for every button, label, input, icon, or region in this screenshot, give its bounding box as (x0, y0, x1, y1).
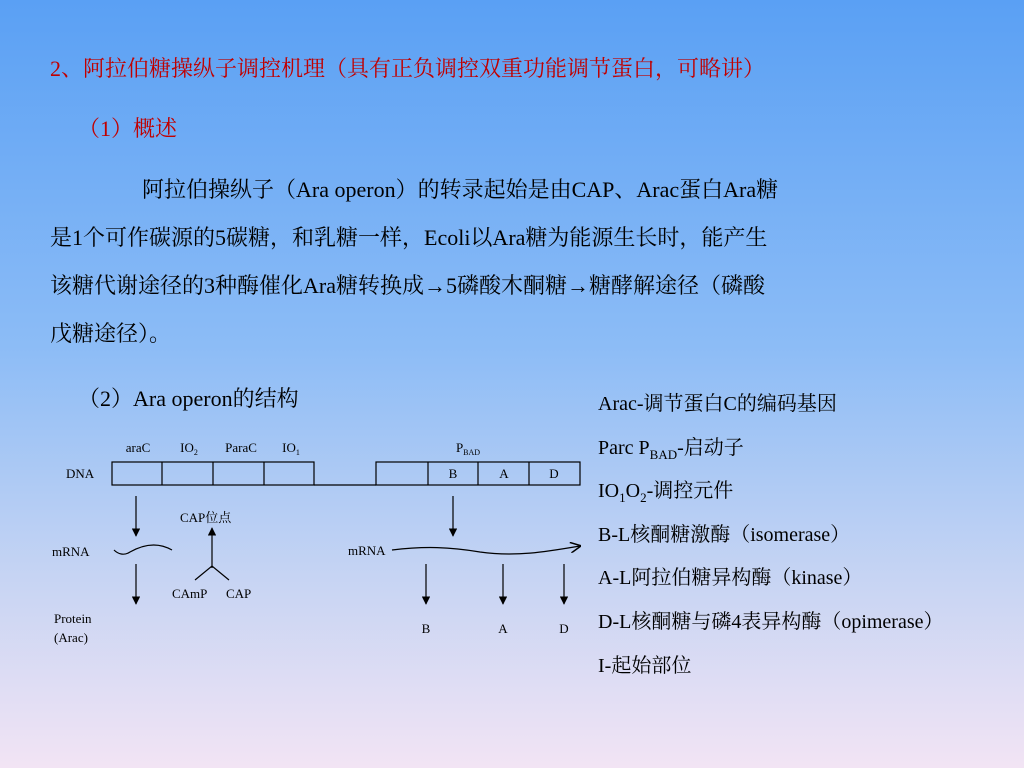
product-d: D (559, 621, 569, 636)
section-overview-heading: （1）概述 (78, 116, 178, 141)
mrna-left-wave (114, 545, 172, 554)
product-a: A (498, 621, 508, 636)
gene-legend (598, 388, 944, 693)
paragraph-line-1: 阿拉伯操纵子（Ara operon）的转录起始是由CAP、Arac蛋白Ara糖 (142, 177, 779, 202)
label-pbad: $P_{BAD}$ (455, 440, 481, 457)
mrna-right-label: mRNA (348, 543, 386, 558)
slide-heading: 2、阿拉伯糖操纵子调控机理（具有正负调控双重功能调节蛋白，可略讲） (50, 56, 766, 81)
camp-label: CAmP (172, 586, 208, 601)
protein-label: Protein (54, 611, 92, 626)
legend-b: B-L核酮糖激酶（isomerase） (598, 523, 851, 546)
product-b: B (421, 621, 431, 636)
section-structure-heading: （2）Ara operon的结构 (78, 386, 299, 411)
gene-d: D (549, 466, 559, 481)
mrna-left-label: mRNA (52, 544, 90, 559)
label-arac: araC (125, 440, 151, 455)
paragraph-line-2: 是1个可作碳源的5碳糖，和乳糖一样，Ecoli以Ara糖为能源生长时，能产生 (50, 225, 768, 250)
overview-paragraph (50, 166, 990, 358)
paragraph-line-4: 戊糖途径）。 (50, 321, 172, 346)
ara-operon-diagram (40, 428, 600, 658)
label-io2: $IO_2$ (180, 440, 198, 457)
legend-d: D-L核酮糖与磷4表异构酶（opimerase） (598, 610, 944, 633)
camp-cap-branch (195, 566, 229, 580)
label-io1: $IO_1$ (282, 440, 300, 457)
legend-a: A-L阿拉伯糖异构酶（kinase） (598, 567, 863, 590)
protein-name-label: (Arac) (54, 630, 88, 645)
legend-parc: Parc $P_{BAD}-$启动子 (598, 436, 744, 462)
gene-a: A (499, 466, 509, 481)
dna-left-segment (112, 462, 314, 485)
dna-label: DNA (66, 466, 95, 481)
legend-i: I-起始部位 (598, 654, 692, 677)
paragraph-line-3: 该糖代谢途径的3种酶催化Ara糖转换成→5磷酸木酮糖→糖酵解途径（磷酸 (50, 273, 765, 298)
legend-io: $IO_1O_2-$调控元件 (598, 480, 734, 506)
label-parac: ParaC (225, 440, 257, 455)
mrna-right-wave (392, 546, 580, 554)
legend-arac: Arac-调节蛋白C的编码基因 (598, 393, 837, 415)
gene-b: B (448, 466, 458, 481)
cap-label: CAP (226, 586, 252, 601)
cap-site-label: CAP位点 (180, 510, 232, 525)
